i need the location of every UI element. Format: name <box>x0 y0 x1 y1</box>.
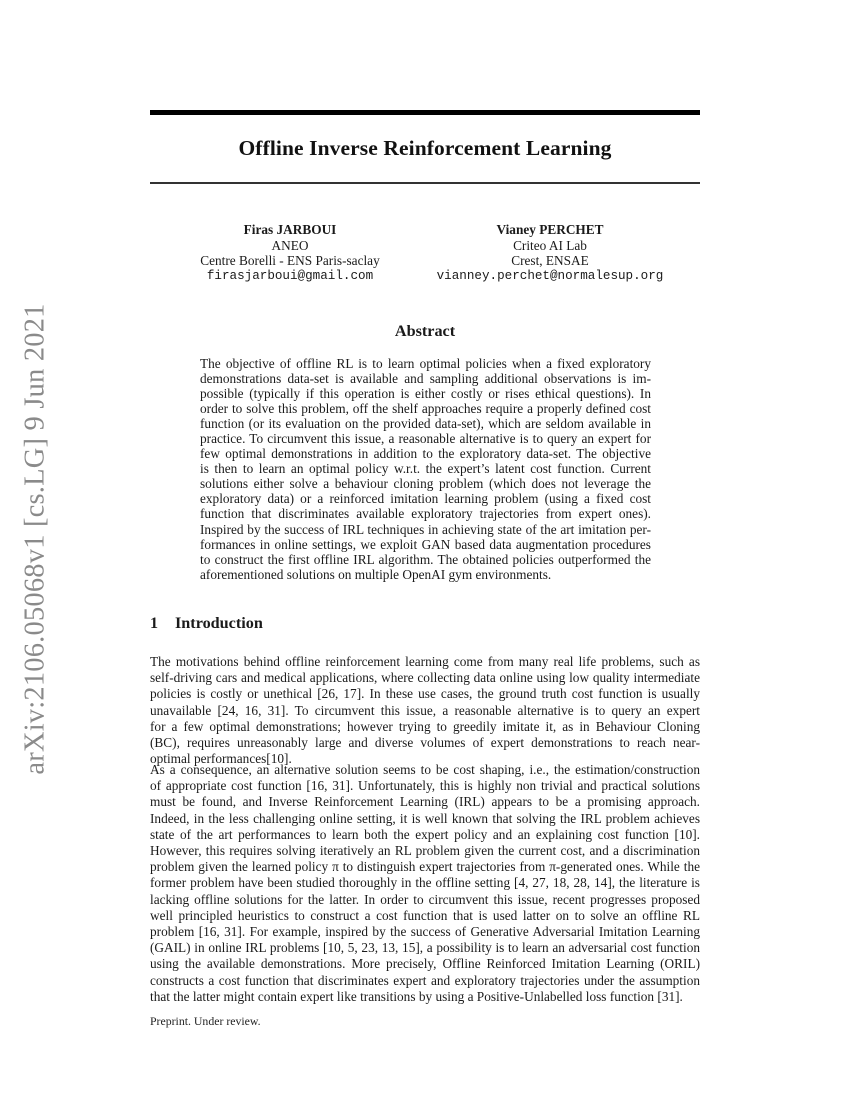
paragraph-line: using the available demonstrations. More precisely, Offline Reinforced Imitation Learning (ORIL) <box>150 956 700 972</box>
author-1 <box>190 222 390 285</box>
paragraph-line: that the latter might contain expert like transitions by using a Positive-Unlabelled loss function [31]. <box>150 988 683 1004</box>
paragraph-line: problem given the learned policy π to distinguish expert trajectories from π-generated ones. While the <box>150 859 700 875</box>
author-email[interactable]: vianney.perchet@normalesup.org <box>436 269 664 284</box>
paragraph-line: optimal performances[10]. <box>150 751 292 767</box>
title-top-rule <box>150 110 700 115</box>
paper-title: Offline Inverse Reinforcement Learning <box>238 136 612 160</box>
author-name: Firas JARBOUI <box>243 222 337 237</box>
author-affiliation: Centre Borelli - ENS Paris-saclay <box>200 253 380 269</box>
abstract-line: formances in online settings, we exploit GAN based data augmentation procedures <box>200 536 651 552</box>
abstract-line: Inspired by the success of IRL techniques in achieving state of the art imitation per- <box>200 521 651 537</box>
paragraph-line: (BC), requires unreasonably large and diverse volumes of expert demonstrations to reach near- <box>150 735 700 751</box>
paragraph-line: policies is costly or unethical [26, 17]. In these use cases, the ground truth cost function is usually <box>150 686 700 702</box>
section-title: Introduction <box>175 614 263 632</box>
abstract-line: is then to learn an optimal policy w.r.t. the expert’s latent cost function. Current <box>200 461 651 477</box>
abstract-heading: Abstract <box>394 322 456 340</box>
abstract-line: function that discriminates available exploratory trajectories from expert ones). <box>200 506 651 522</box>
abstract-line: few optimal demonstrations in addition to the exploratory data-set. The objective <box>200 446 651 462</box>
paragraph-line: However, this requires solving iteratively an RL problem given the current cost, and a discrimination <box>150 843 700 859</box>
abstract-line: to construct the first offline IRL algorithm. The obtained policies outperformed the <box>200 551 651 567</box>
paragraph-line: As a consequence, an alternative solution seems to be cost shaping, i.e., the estimation/construction <box>150 762 700 777</box>
paragraph-line: Indeed, in the less challenging online setting, it is well known that solving the IRL problem achieves <box>150 810 700 826</box>
author-affiliation: ANEO <box>271 237 309 253</box>
paragraph-line: constructs a cost function that discriminates expert and exploratory trajectories under the assumption <box>150 972 700 988</box>
paragraph-line: lacking offline solutions for the latter. In order to circumvent this issue, recent progresses proposed <box>150 891 700 907</box>
abstract-line: aforementioned solutions on multiple OpenAI gym environments. <box>200 566 552 582</box>
abstract-line: solutions either solve a behaviour cloning problem (which does not leverage the <box>200 476 651 492</box>
arxiv-identifier-text: arXiv:2106.05068v1 [cs.LG] 9 Jun 2021 <box>20 303 52 775</box>
author-affiliation: Criteo AI Lab <box>513 237 587 253</box>
abstract-line: function (or its evaluation on the provided data-set), which are seldom available in <box>200 416 651 432</box>
abstract-body <box>200 356 651 582</box>
author-affiliation: Crest, ENSAE <box>511 253 589 269</box>
paragraph-line: (GAIL) in online IRL problems [10, 5, 23, 13, 15], a possibility is to learn an adversarial cost function <box>150 940 700 956</box>
abstract-line: exploratory data) or a reinforced imitation learning problem (using a fixed cost <box>200 491 651 507</box>
paragraph-line: self-driving cars and medical applications, where collecting data online using low quality intermediate <box>150 670 700 686</box>
paragraph-line: former problem have been studied thoroughly in the offline setting [4, 27, 18, 28, 14], the literature is <box>150 875 700 891</box>
author-email[interactable]: firasjarboui@gmail.com <box>206 269 374 284</box>
paragraph-line: unavailable [24, 16, 31]. To circumvent this issue, a reasonable alternative is to query an expert <box>150 702 700 718</box>
paragraph-line: for a few optimal demonstrations; however trying to greedily imitate it, as in Behaviour Cloning <box>150 718 700 734</box>
abstract-line: possible (typically if this operation is either costly or rises ethical questions). In <box>200 386 651 402</box>
paragraph-line: must be found, and Inverse Reinforcement Learning (IRL) appears to be a promising approach. <box>150 794 700 810</box>
intro-paragraph-2 <box>150 762 700 1005</box>
intro-paragraph-1 <box>150 654 700 767</box>
paragraph-line: state of the art performances to learn both the expert policy and an explaining cost function [10]. <box>150 826 700 842</box>
section-heading-introduction <box>150 614 263 633</box>
author-2 <box>430 222 670 285</box>
abstract-line: The objective of offline RL is to learn optimal policies when a fixed exploratory <box>200 356 651 371</box>
author-name: Vianey PERCHET <box>496 222 604 237</box>
paragraph-line: well principled heuristics to construct a cost function that is used latter on to solve an offline RL <box>150 907 700 923</box>
footer-note: Preprint. Under review. <box>150 1014 261 1028</box>
section-number: 1 <box>150 614 159 632</box>
paragraph-line: problem [16, 31]. For example, inspired by the success of Generative Adversarial Imitation Learning <box>150 924 700 940</box>
abstract-line: order to solve this problem, off the shelf approaches require a properly defined cost <box>200 401 651 417</box>
abstract-line: practice. To circumvent this issue, a reasonable alternative is to query an expert for <box>200 431 651 447</box>
abstract-line: demonstrations data-set is available and sampling additional observations is im- <box>200 371 651 387</box>
paragraph-line: of appropriate cost function [16, 31]. Unfortunately, this is highly non trivial and practical solutions <box>150 778 700 794</box>
author-block <box>150 222 700 292</box>
title-bottom-rule <box>150 182 700 184</box>
paragraph-line: The motivations behind offline reinforcement learning come from many real life problems, such as <box>150 654 700 669</box>
arxiv-identifier-stamp <box>21 305 51 773</box>
